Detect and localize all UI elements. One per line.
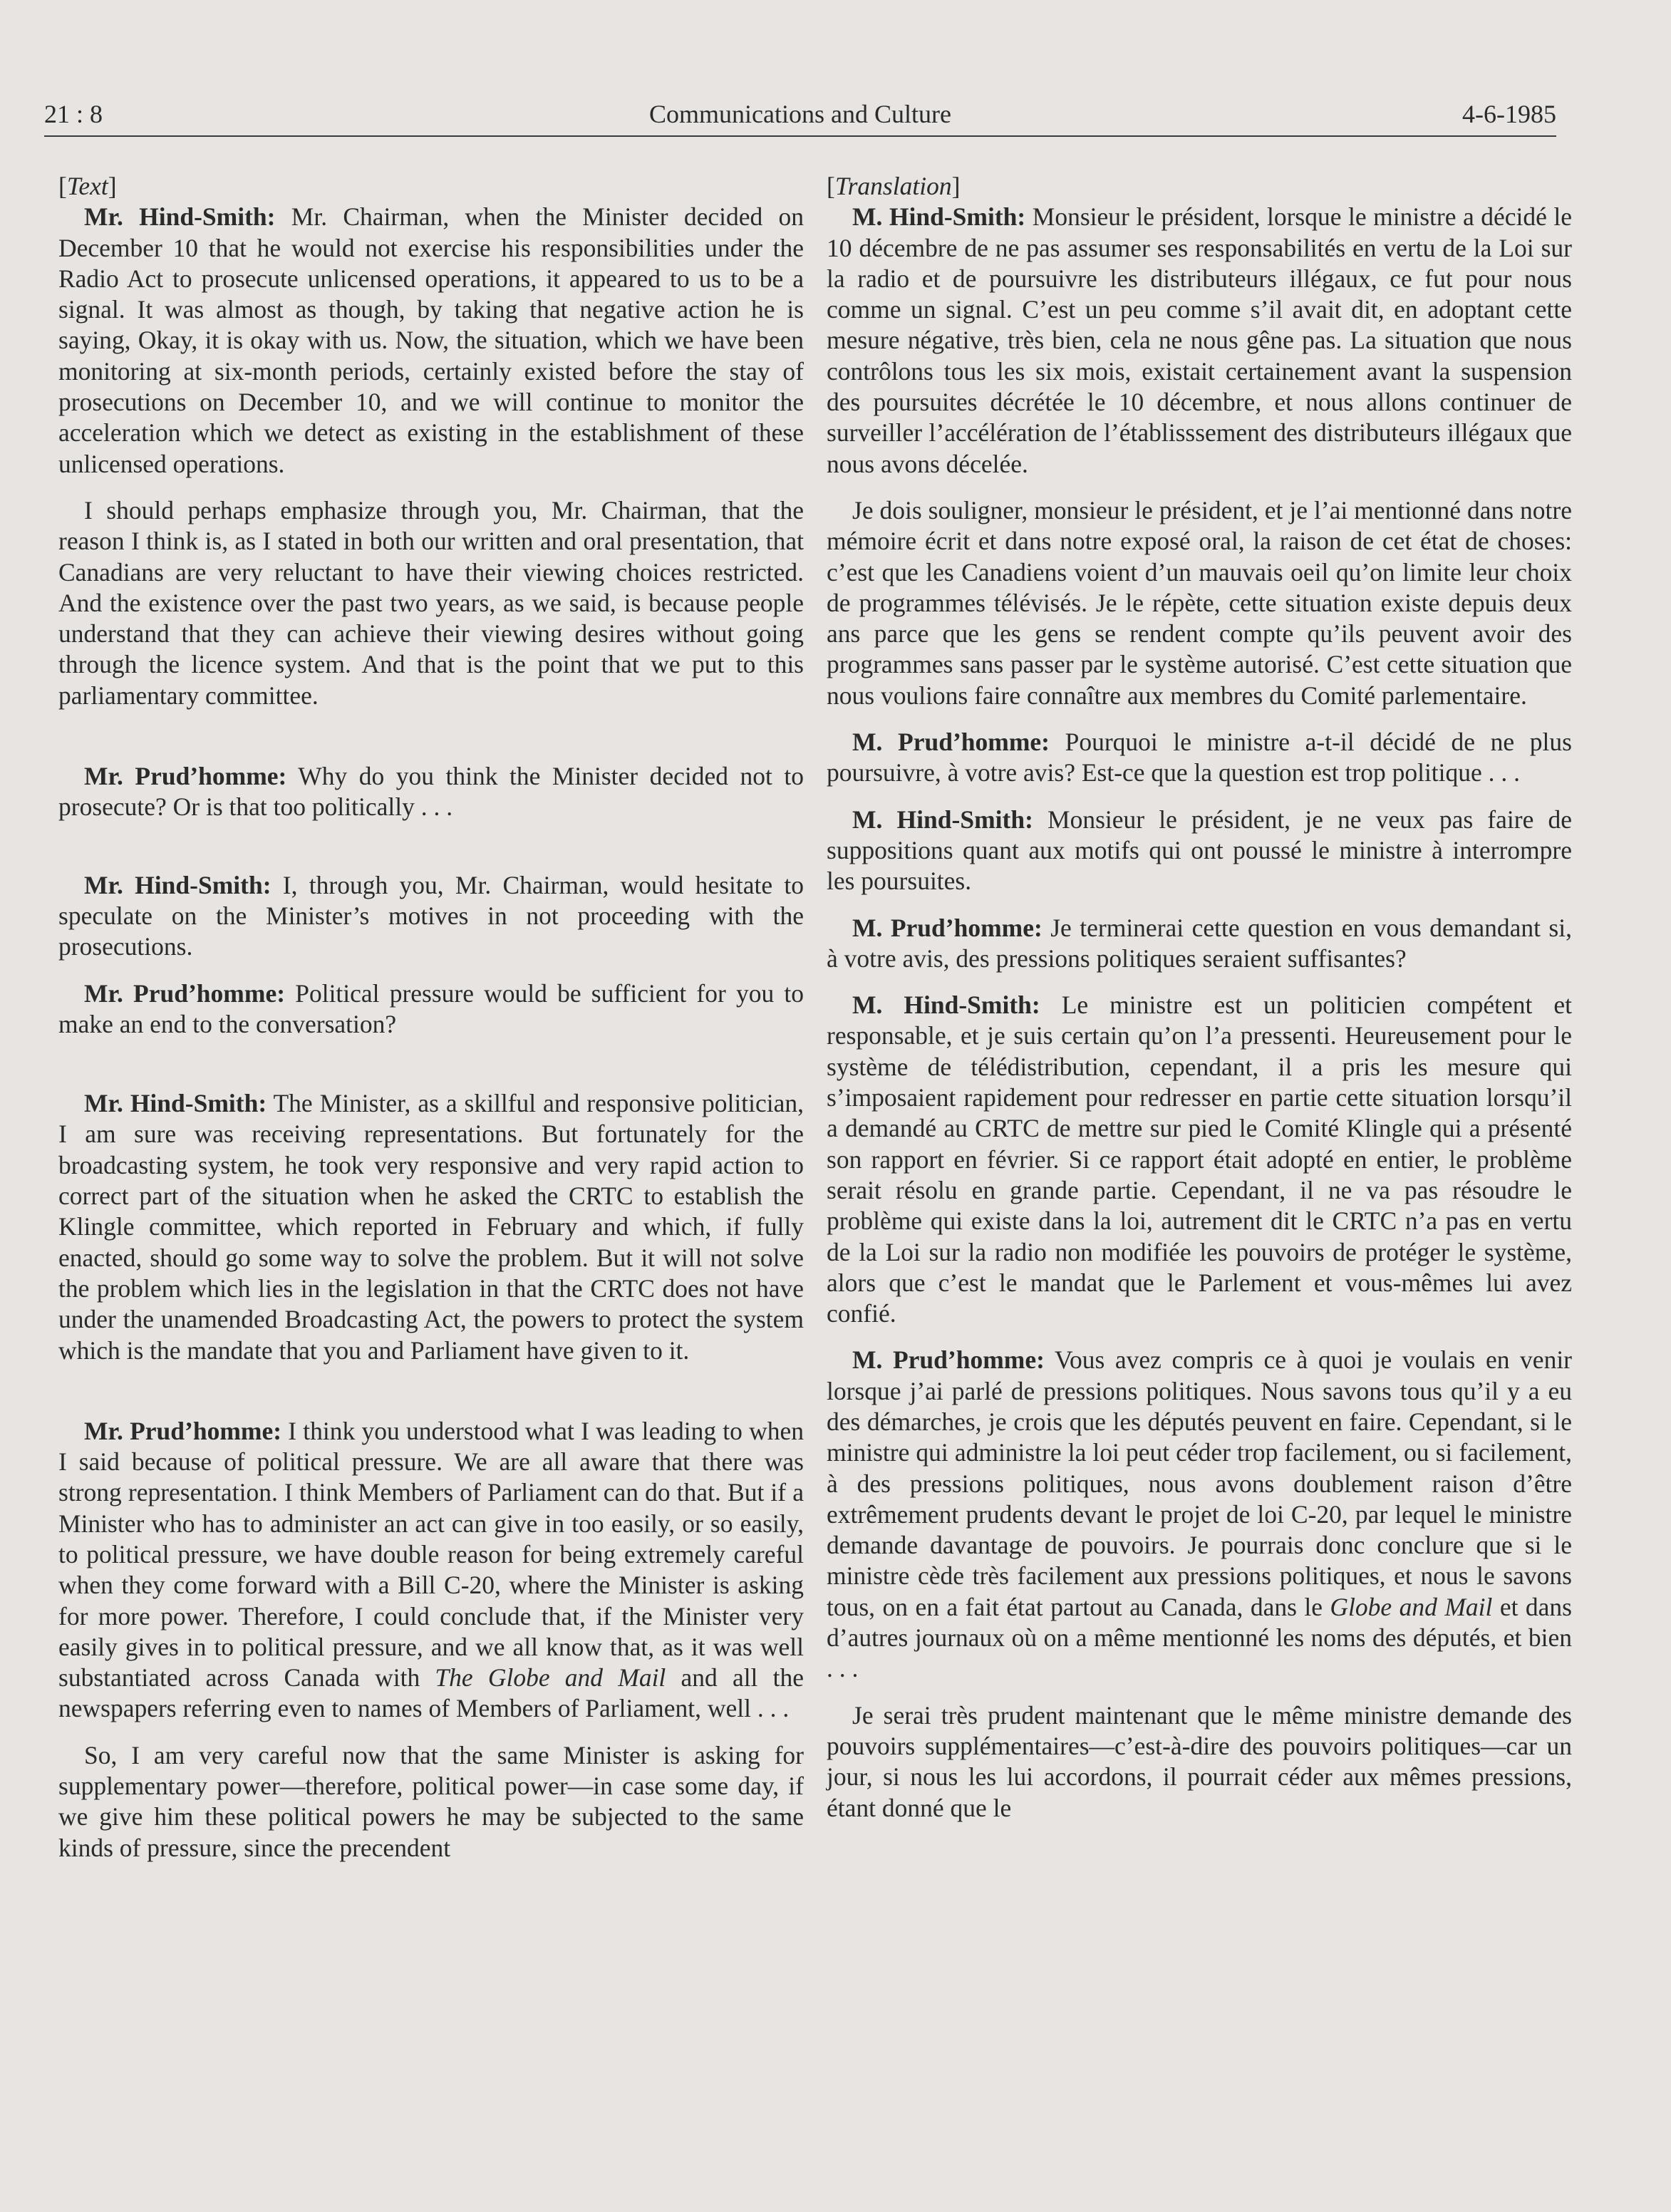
translation-caption: [Translation] xyxy=(827,172,961,200)
text-caption: [Text] xyxy=(58,172,117,200)
paragraph: M. Prud’homme: Je terminerai cette question en vous demandant si, à votre avis, des pressions politiques seraient suffisantes? xyxy=(827,913,1572,973)
paragraph: M. Prud’homme: Pourquoi le ministre a-t-il décidé de ne plus poursuivre, à votre avis? Est-ce que la question est trop politique . . . xyxy=(827,728,1572,787)
header-rule xyxy=(44,135,1556,137)
speaker-name: M. Prud’homme: xyxy=(852,1345,1045,1375)
paragraph: Je dois souligner, monsieur le président, et je l’ai mentionné dans notre mémoire écrit et dans notre exposé oral, la raison de cet état de choses: c’est que les Canadiens voient d’un mauvais oeil qu’on limite leur choix de programmes télévisés. Je le répète, cette situation existe depuis deux ans parce que les gens se rendent compte qu’ils peuvent avoir des programmes sans passer par le système autorisé. C’est cette situation que nous voulions faire connaître aux membres du Comité parlementaire. xyxy=(827,495,1572,710)
newspaper-title: The Globe and Mail xyxy=(435,1663,666,1692)
speaker-name: Mr. Prud’homme: xyxy=(84,762,287,791)
paragraph: M. Prud’homme: Vous avez compris ce à quoi je voulais en venir lorsque j’ai parlé de pressions politiques. Nous savons tous qu’il y a eu des démarches, je crois que les députés peuvent en faire. Cependant, si le ministre qui administre la loi peut céder trop facilement, ou si facilement, à des pressions politiques, nous avons doublement raison d’être extrêmement prudents devant le projet de loi C-20, par lequel le ministre demande davantage de pouvoirs. Je pourrais donc conclure que si le ministre cède très facilement aux pressions politiques, et nous le savons tous, on en a fait état partout au Canada, dans le Globe and Mail et dans d’autres journaux où on a même mentionné les noms des députés, et bien . . . xyxy=(827,1345,1572,1683)
paragraph: M. Hind-Smith: Monsieur le président, je ne veux pas faire de suppositions quant aux motifs qui ont poussé le ministre à interrompre les poursuites. xyxy=(827,805,1572,896)
running-title: Communications and Culture xyxy=(649,100,951,128)
speaker-name: M. Prud’homme: xyxy=(852,913,1043,942)
paragraph: Je serai très prudent maintenant que le même ministre demande des pouvoirs supplémentaires—c’est-à-dire des pouvoirs politiques—car un jour, si nous les lui accordons, il pourrait céder aux mêmes pressions, étant donné que le xyxy=(827,1700,1572,1822)
paragraph: Mr. Hind-Smith: The Minister, as a skillful and responsive politician, I am sure was receiving representations. But fortunately for the broadcasting system, he took very responsive and very rapid action to correct part of the situation when he asked the CRTC to establish the Klingle committee, which reported in February and which, if fully enacted, should go some way to solve the problem. But it will not solve the problem which lies in the legislation in that the CRTC does not have under the unamended Broadcasting Act, the powers to protect the system which is the mandate that you and Parliament have given to it. xyxy=(58,1089,805,1365)
header-date: 4-6-1985 xyxy=(1462,100,1556,128)
speaker-name: Mr. Prud’homme: xyxy=(84,1416,282,1445)
paragraph: Mr. Prud’homme: I think you understood what I was leading to when I said because of political pressure. We are all aware that there was strong representation. I think Members of Parliament can do that. But if a Minister who has to administer an act can give in too easily, or so easily, to political pressure, we have double reason for being extremely careful when they come forward with a Bill C-20, where the Minister is asking for more power. Therefore, I could conclude that, if the Minister very easily gives in to political pressure, and we all know that, as it was well substantiated across Canada with The Globe and Mail and all the newspapers referring even to names of Members of Parliament, well . . . xyxy=(58,1416,804,1723)
speaker-name: M. Hind-Smith: xyxy=(852,991,1040,1020)
speaker-name: Mr. Prud’homme: xyxy=(84,978,286,1008)
speaker-name: Mr. Hind-Smith: xyxy=(84,202,276,232)
paragraph: M. Hind-Smith: Monsieur le président, lorsque le ministre a décidé le 10 décembre de ne pas assumer ses responsabilités en vertu de la Loi sur la radio et de poursuivre les distributeurs illégaux, ce fut pour nous comme un signal. C’est un peu comme s’il avait dit, en adoptant cette mesure négative, très bien, cela ne nous gêne pas. La situation que nous contrôlons tous les six mois, existait certainement avant la suspension des poursuites décrétée le 10 décembre, et nous allons continuer de surveiller l’accélération de l’établisssement des distributeurs illégaux que nous avons décelée. xyxy=(827,202,1572,478)
speaker-name: M. Hind-Smith: xyxy=(852,805,1033,834)
paragraph: Mr. Hind-Smith: I, through you, Mr. Chairman, would hesitate to speculate on the Minister’s motives in not proceeding with the prosecutions. xyxy=(58,870,804,961)
paragraph: Mr. Prud’homme: Why do you think the Minister decided not to prosecute? Or is that too politically . . . xyxy=(58,762,804,822)
newspaper-title: Globe and Mail xyxy=(1330,1592,1493,1621)
page-header xyxy=(44,95,1556,133)
paragraph: So, I am very careful now that the same Minister is asking for supplementary power—therefore, political power—in case some day, if we give him these political powers he may be subjected to the same kinds of pressure, since the precendent xyxy=(58,1740,804,1862)
paragraph: Mr. Prud’homme: Political pressure would be sufficient for you to make an end to the conversation? xyxy=(58,978,804,1038)
english-column xyxy=(58,171,804,1864)
paragraph: Mr. Hind-Smith: Mr. Chairman, when the Minister decided on December 10 that he would not exercise his responsibilities under the Radio Act to prosecute unlicensed operations, it appeared to us to be a signal. It was almost as though, by taking that negative action he is saying, Okay, it is okay with us. Now, the situation, which we have been monitoring at six-month periods, certainly existed before the stay of prosecutions on December 10, and we will continue to monitor the acceleration which we detect as existing in the establishment of these unlicensed operations. xyxy=(58,202,804,478)
french-column xyxy=(827,171,1572,1824)
speaker-name: Mr. Hind-Smith: xyxy=(84,870,271,899)
paragraph: I should perhaps emphasize through you, Mr. Chairman, that the reason I think is, as I stated in both our written and oral presentation, that Canadians are very reluctant to have their viewing choices restricted. And the existence over the past two years, as we said, is because people understand that they can achieve their viewing desires without going through the licence system. And that is the point that we put to this parliamentary committee. xyxy=(58,495,804,710)
speaker-name: M. Hind-Smith: xyxy=(852,202,1026,232)
speaker-name: Mr. Hind-Smith: xyxy=(84,1089,267,1118)
speaker-name: M. Prud’homme: xyxy=(852,728,1050,757)
page-number: 21 : 8 xyxy=(44,100,103,128)
paragraph: M. Hind-Smith: Le ministre est un politicien compétent et responsable, et je suis certain qu’on l’a pressenti. Heureusement pour le système de télédistribution, cependant, il a pris les mesure qui s’imposaient rapidement pour redresser en partie cette situation lorsqu’il a demandé au CRTC de mettre sur pied le Comité Klingle qui a présenté son rapport en février. Si ce rapport était adopté en entier, le problème serait résolu en grande partie. Cependant, il ne va pas résoudre le problème qui existe dans la loi, autrement dit le CRTC n’a pas en vertu de la Loi sur la radio non modifiée les pouvoirs de protéger le système, alors que c’est le mandat que le Parlement et vous-mêmes lui avez confié. xyxy=(827,991,1572,1328)
